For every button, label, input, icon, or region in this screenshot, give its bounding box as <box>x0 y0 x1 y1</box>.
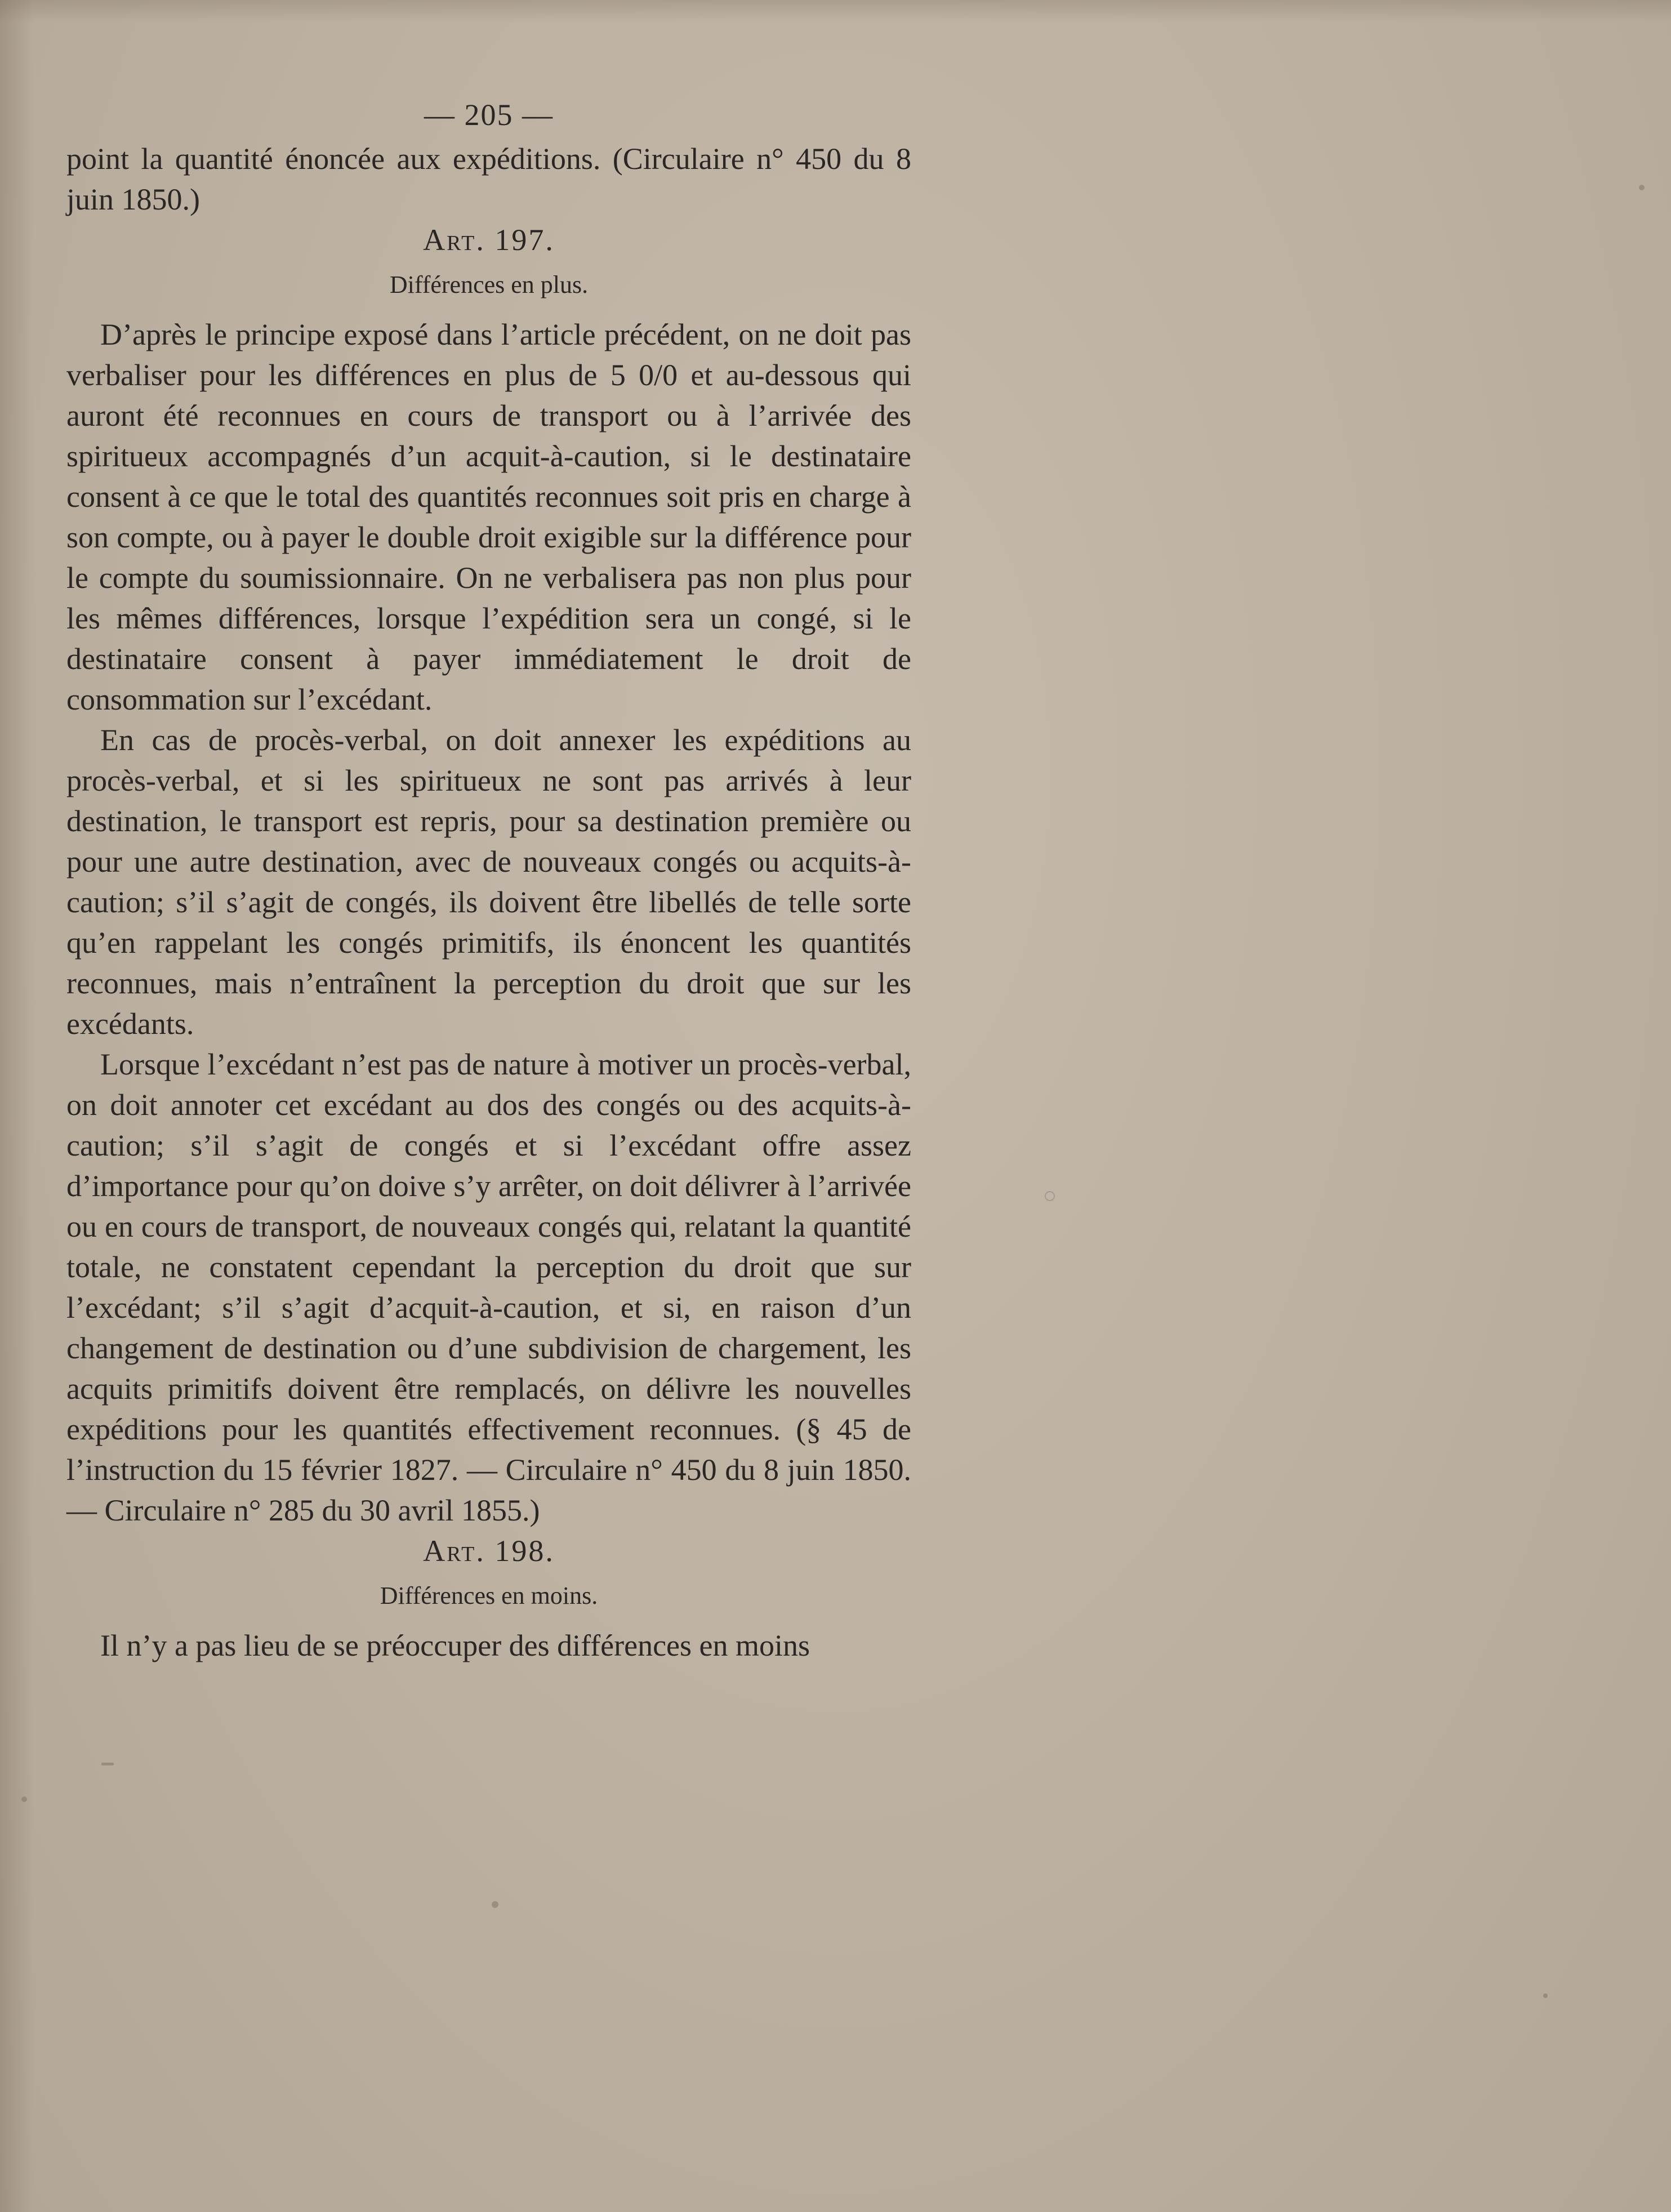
paper-speck <box>21 1796 27 1802</box>
article-197-subtitle: Différences en plus. <box>389 271 589 298</box>
article-197-heading: Art. 197. <box>423 223 555 257</box>
paragraph-continued: point la quantité énoncée aux expéditions. (Circulaire n° 450 du 8 juin 1850.) <box>66 142 911 216</box>
article-198-heading: Art. 198. <box>423 1534 555 1568</box>
paper-speck <box>101 1763 114 1765</box>
paragraph-3: Lorsque l’excédant n’est pas de nature à motiver un procès-verbal, on doit annoter cet excédant au dos des congés ou des acquits-à-caution; s’il s’agit de congés et si l’excédant offre assez d’importance pour qu’on doive s’y arrêter, on doit délivrer à l’arrivée ou en cours de transport, de nouveaux congés qui, relatant la quantité totale, ne constatent cependant la perception du droit que sur l’excédant; s’il s’agit d’acquit-à-caution, et si, en raison d’un changement de destination ou d’une subdivision de chargement, les acquits primitifs doivent être remplacés, on délivre les nouvelles expéditions pour les quantités effectivement reconnues. (§ 45 de l’instruction du 15 février 1827. — Circulaire n° 450 du 8 juin 1850. — Circulaire n° 285 du 30 avril 1855.) <box>66 1047 911 1527</box>
page-text <box>66 95 911 1666</box>
paragraph-1: D’après le principe exposé dans l’article précédent, on ne doit pas verbaliser pour les différences en plus de 5 0/0 et au-dessous qui auront été reconnues en cours de transport ou à l’arrivée des spiritueux accompagnés d’un acquit-à-caution, si le destinataire consent à ce que le total des quantités reconnues soit pris en charge à son compte, ou à payer le double droit exigible sur la différence pour le compte du soumissionnaire. On ne verbalisera pas non plus pour les mêmes différences, lorsque l’expédition sera un congé, si le destinataire consent à payer immédiatement le droit de consommation sur l’excédant. <box>66 318 911 716</box>
article-198-subtitle: Différences en moins. <box>380 1582 598 1609</box>
paper-speck <box>1543 1994 1548 1998</box>
page-number: — 205 — <box>424 98 554 132</box>
paper-speck <box>1045 1191 1055 1201</box>
paper-speck <box>492 1901 498 1908</box>
paragraph-2: En cas de procès-verbal, on doit annexer les expéditions au procès-verbal, et si les spiritueux ne sont pas arrivés à leur destination, le transport est repris, pour sa destination première ou pour une autre destination, avec de nouveaux congés ou acquits-à-caution; s’il s’agit de congés, ils doivent être libellés de telle sorte qu’en rappelant les congés primitifs, ils énoncent les quantités reconnues, mais n’entraînent la perception du droit que sur les excédants. <box>66 723 911 1041</box>
paper-speck <box>1639 185 1645 190</box>
paragraph-4: Il n’y a pas lieu de se préoccuper des différences en moins <box>100 1629 810 1662</box>
